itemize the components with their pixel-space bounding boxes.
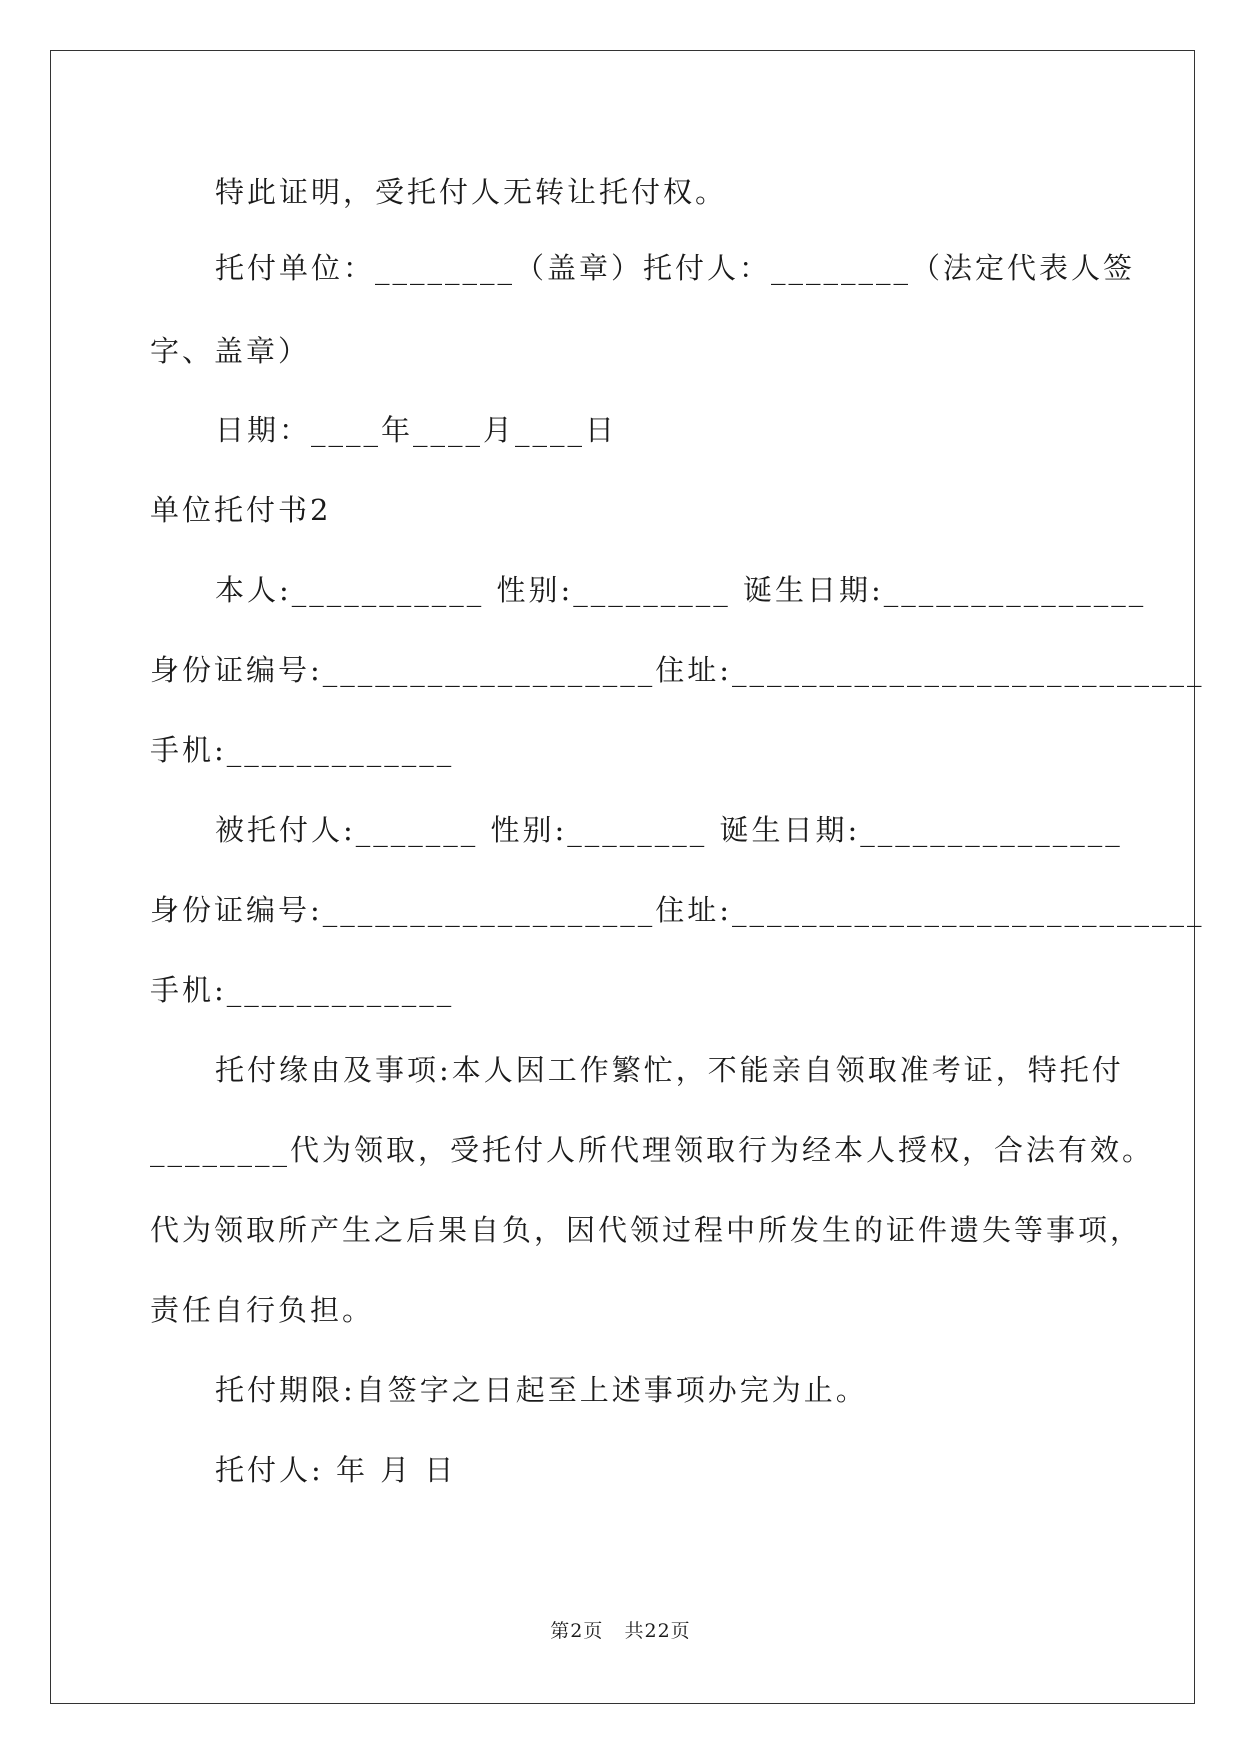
signature-continuation: 字、盖章） <box>150 334 311 368</box>
validity-period-line: 托付期限:自签字之日起至上述事项办完为止。 <box>215 1373 868 1407</box>
agent-id-address-line: 身份证编号:___________________住址:___________________________ <box>150 893 1205 927</box>
reason-paragraph-line-3: 代为领取所产生之后果自负，因代领过程中所发生的证件遗失等事项， <box>150 1213 1143 1247</box>
principal-phone-line: 手机:_____________ <box>150 733 455 767</box>
page-number: 第2页 共22页 <box>550 1620 691 1642</box>
reason-paragraph-line-1: 托付缘由及事项:本人因工作繁忙，不能亲自领取准考证，特托付 <box>215 1053 1124 1087</box>
reason-paragraph-line-4: 责任自行负担。 <box>150 1293 375 1327</box>
entruster-signature-line: 托付人: 年 月 日 <box>215 1453 457 1487</box>
section-title: 单位托付书2 <box>150 493 332 527</box>
entrusting-unit-line: 托付单位：________（盖章）托付人：________（法定代表人签 <box>215 251 1136 285</box>
agent-phone-line: 手机:_____________ <box>150 973 455 1007</box>
certification-statement: 特此证明，受托付人无转让托付权。 <box>215 175 728 209</box>
principal-id-address-line: 身份证编号:___________________住址:___________________________ <box>150 653 1205 687</box>
agent-info-line: 被托付人:_______ 性别:________ 诞生日期:_______________ <box>215 813 1123 847</box>
principal-info-line: 本人:___________ 性别:_________ 诞生日期:_______________ <box>215 573 1147 607</box>
reason-paragraph-line-2: ________代为领取，受托付人所代理领取行为经本人授权，合法有效。 <box>150 1133 1155 1167</box>
date-line: 日期：____年____月____日 <box>215 413 618 447</box>
